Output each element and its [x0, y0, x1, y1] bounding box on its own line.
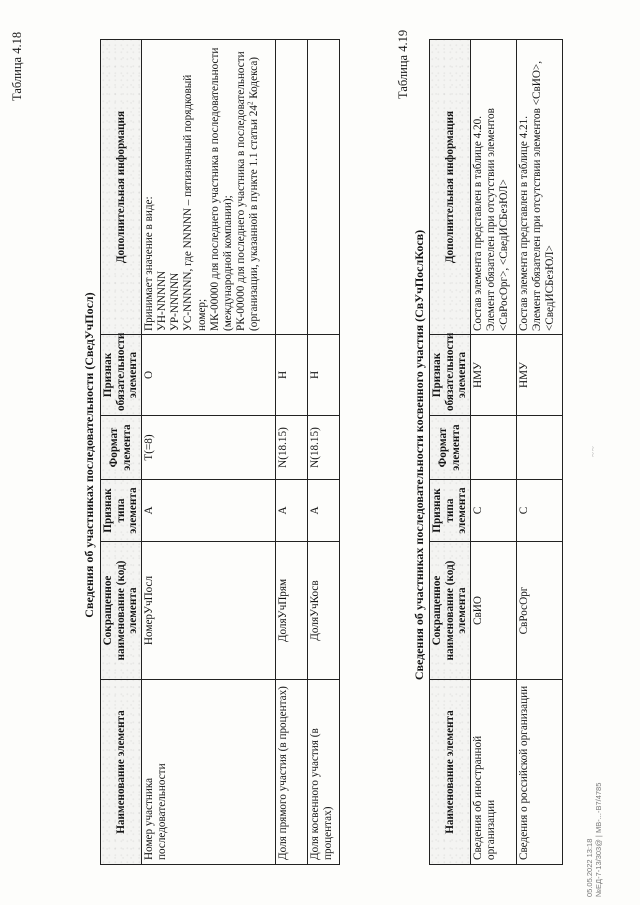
- registration-stamp: [586, 783, 603, 897]
- header-cell: Наименование элемента: [430, 680, 471, 865]
- table-4-19: [429, 39, 563, 865]
- cell-type: А: [275, 480, 307, 542]
- cell-format: N(18.15): [275, 416, 307, 480]
- cell-code: СвРосОрг: [516, 542, 562, 680]
- cell-info: [516, 40, 562, 335]
- cell-required: Н: [275, 335, 307, 416]
- table-row: [516, 40, 562, 865]
- stamp-line: №ЕД-7-13/303@ | МВ-...-В7/4785: [593, 782, 603, 897]
- info-line: Состав элемента представлен в таблице 4.21.: [517, 115, 530, 331]
- cell-code: НомерУчПосл: [141, 542, 275, 680]
- cell-code: ДоляУчКосв: [307, 542, 339, 680]
- info-line: Элемент обязателен при отсутствии элементов <СвИО>, <СведИСБезЮЛ>: [530, 60, 557, 331]
- header-cell: Наименование элемента: [101, 680, 142, 865]
- stamp-line: 05.05.2022 13:18: [585, 838, 594, 897]
- cell-type: А: [307, 480, 339, 542]
- cell-info: [275, 40, 307, 335]
- cell-format: T(=8): [141, 416, 275, 480]
- cell-format: [470, 416, 516, 480]
- header-cell: Дополнительная информация: [430, 40, 471, 335]
- header-cell: Признак типа элемента: [101, 480, 142, 542]
- info-line: МК-00000 для последнего участника в последовательности (международной компании);: [208, 47, 234, 331]
- cell-name: Сведения об иностранной организации: [470, 680, 516, 865]
- cell-format: [516, 416, 562, 480]
- info-text: РК-00000 для последнего участника в последовательности (организации, указанной в пункте 1.1 статьи 24: [235, 51, 261, 331]
- info-line: [235, 44, 261, 331]
- cell-code: ДоляУчПрям: [275, 542, 307, 680]
- page-marker: ~~: [588, 445, 598, 457]
- table-4-18: [100, 39, 340, 865]
- header-cell: Признак типа элемента: [430, 480, 471, 542]
- cell-type: С: [516, 480, 562, 542]
- info-line: УН-NNNNN: [155, 270, 168, 331]
- header-cell: Признак обязательности элемента: [430, 335, 471, 416]
- cell-info: [307, 40, 339, 335]
- table-number-4-18: Таблица 4.18: [10, 31, 24, 101]
- cell-name: Номер участника последовательности: [141, 680, 275, 865]
- table-title-4-19: Сведения об участниках последовательности косвенного участия (СвУчПослКосв): [412, 229, 426, 681]
- table-number-4-19: Таблица 4.19: [396, 29, 410, 99]
- header-cell: Сокращенное наименование (код) элемента: [430, 542, 471, 680]
- info-superscript: 2: [246, 101, 255, 106]
- header-cell: Дополнительная информация: [101, 40, 142, 335]
- cell-required: НМУ: [470, 335, 516, 416]
- info-line: УС-NNNNN, где NNNNN – пятизначный порядковый номер;: [182, 74, 208, 331]
- cell-required: НМУ: [516, 335, 562, 416]
- cell-info: [141, 40, 275, 335]
- info-text: Кодекса): [248, 56, 261, 102]
- table-row: [307, 40, 339, 865]
- header-cell: Формат элемента: [101, 416, 142, 480]
- header-cell: Признак обязательности элемента: [101, 335, 142, 416]
- cell-required: Н: [307, 335, 339, 416]
- cell-name: Сведения о российской организации: [516, 680, 562, 865]
- table-row: [275, 40, 307, 865]
- header-cell: Сокращенное наименование (код) элемента: [101, 542, 142, 680]
- header-cell: Формат элемента: [430, 416, 471, 480]
- info-line: Состав элемента представлен в таблице 4.20.: [471, 115, 484, 331]
- cell-format: N(18.15): [307, 416, 339, 480]
- cell-name: Доля косвенного участия (в процентах): [307, 680, 339, 865]
- cell-type: А: [141, 480, 275, 542]
- cell-required: О: [141, 335, 275, 416]
- cell-name: Доля прямого участия (в процентах): [275, 680, 307, 865]
- info-line: Элемент обязателен при отсутствии элементов <СвРосОрг>, <СведИСБезЮЛ>: [484, 108, 511, 331]
- info-line: УР-NNNNN: [169, 272, 182, 331]
- table-row: [470, 40, 516, 865]
- cell-type: С: [470, 480, 516, 542]
- table-row: [141, 40, 275, 865]
- table-header-row: [101, 40, 142, 865]
- cell-code: СвИО: [470, 542, 516, 680]
- table-header-row: [430, 40, 471, 865]
- info-line: Принимает значение в виде:: [142, 196, 155, 331]
- cell-info: [470, 40, 516, 335]
- table-title-4-18: Сведения об участниках последовательности (СведУчПосл): [82, 292, 96, 618]
